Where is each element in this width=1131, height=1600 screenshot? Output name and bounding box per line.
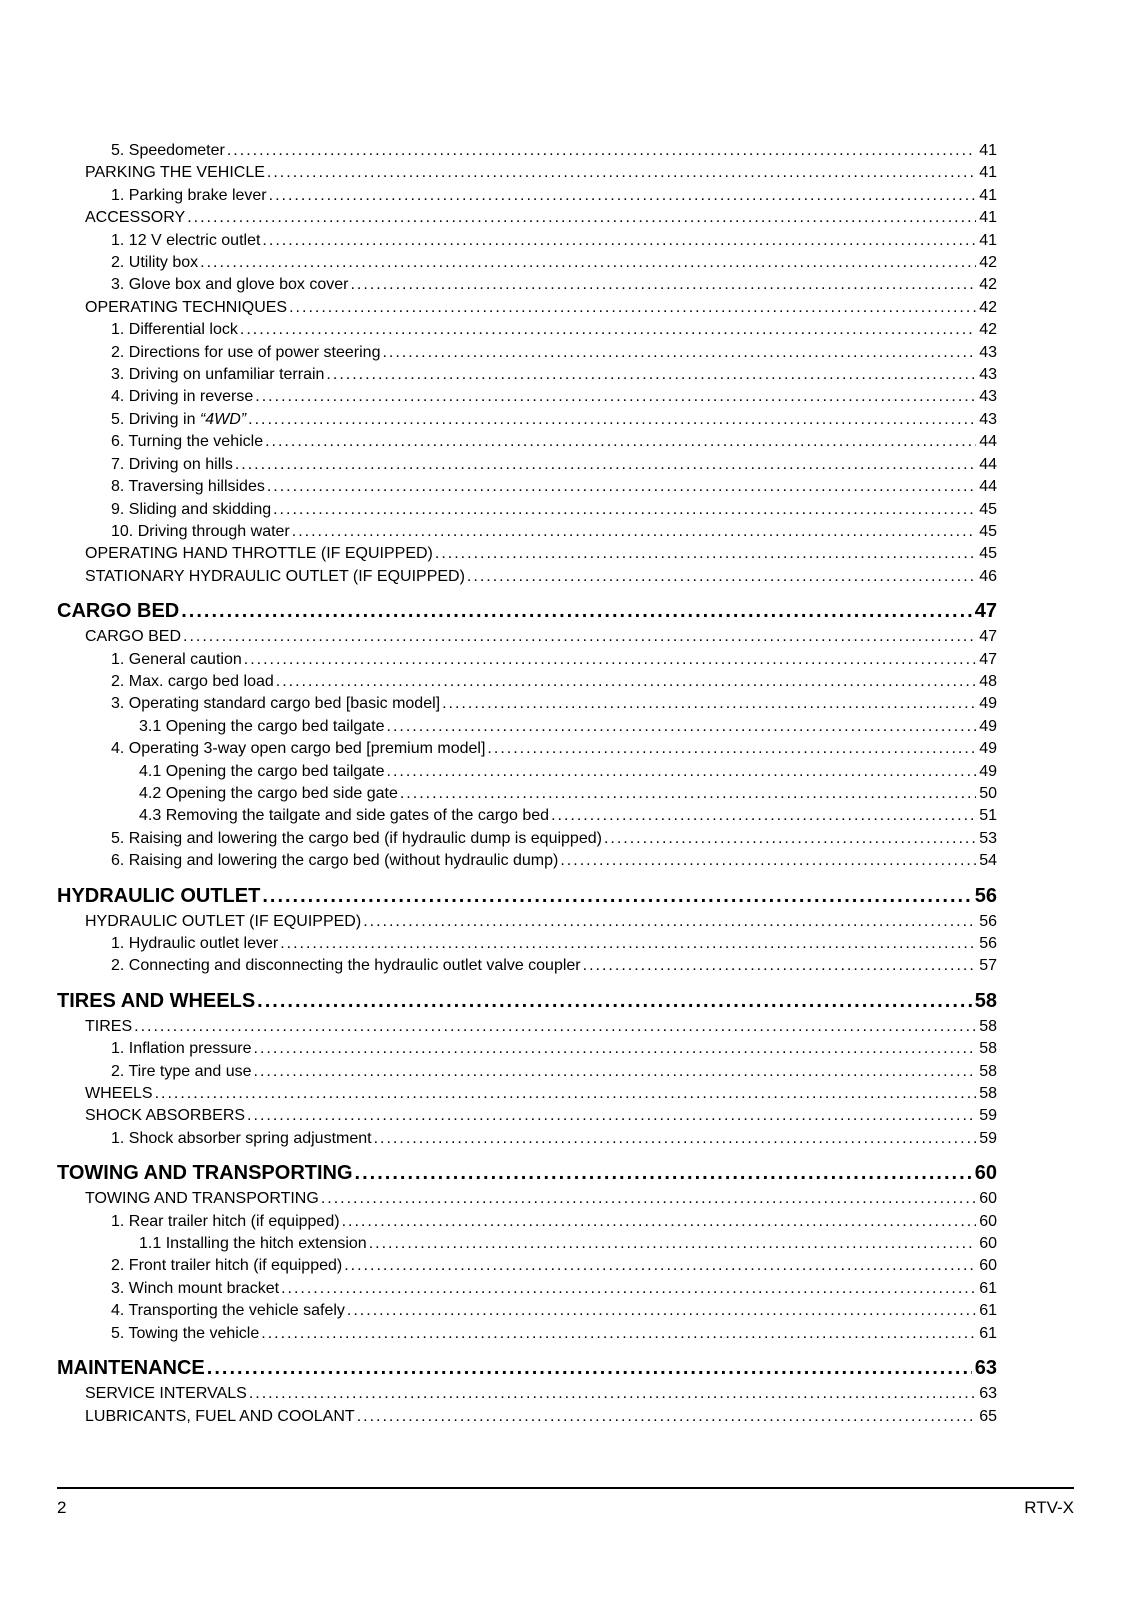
- toc-entry-title: TOWING AND TRANSPORTING: [57, 1162, 353, 1185]
- dot-leader: [255, 386, 976, 408]
- toc-entry[interactable]: [111, 499, 997, 521]
- toc-entry-page: 60: [979, 1212, 997, 1230]
- toc-entry[interactable]: [111, 230, 997, 252]
- dot-leader: [357, 1406, 977, 1428]
- dot-leader: [181, 598, 972, 625]
- toc-entry-page: 59: [979, 1107, 997, 1125]
- toc-entry-title: 4.3 Removing the tailgate and side gates of the cargo bed: [139, 807, 550, 825]
- toc-entry-page: 49: [979, 695, 997, 713]
- toc-entry-page: 65: [979, 1407, 997, 1425]
- toc-entry[interactable]: [85, 1083, 997, 1105]
- toc-entry[interactable]: [111, 1061, 997, 1083]
- dot-leader: [321, 1188, 976, 1210]
- dot-leader: [257, 988, 972, 1015]
- dot-leader: [350, 274, 976, 296]
- dot-leader: [487, 738, 976, 760]
- toc-entry-title: TIRES AND WHEELS: [57, 989, 256, 1012]
- toc-entry-page: 42: [979, 276, 997, 294]
- toc-entry-title: 4. Operating 3-way open cargo bed [premium model]: [111, 740, 486, 758]
- toc-entry-title: 3. Operating standard cargo bed [basic model]: [111, 695, 441, 713]
- toc-entry-page: 60: [979, 1235, 997, 1253]
- toc-entry-title: OPERATING HAND THROTTLE (IF EQUIPPED): [85, 545, 433, 563]
- dot-leader: [281, 1278, 976, 1300]
- toc-entry-title: 2. Directions for use of power steering: [111, 343, 381, 361]
- toc-entry-title: WHEELS: [85, 1085, 153, 1103]
- dot-leader: [155, 1083, 977, 1105]
- dot-leader: [374, 1128, 977, 1150]
- dot-leader: [387, 716, 977, 738]
- toc-entry-title: 2. Tire type and use: [111, 1062, 252, 1080]
- toc-entry-page: 43: [979, 366, 997, 384]
- dot-leader: [227, 140, 976, 162]
- footer-page-number: 2: [57, 1498, 67, 1517]
- dot-leader: [400, 783, 976, 805]
- toc-entry-page: 46: [979, 567, 997, 585]
- toc-entry[interactable]: [111, 850, 997, 872]
- toc-entry-title: CARGO BED: [85, 628, 182, 646]
- toc-entry[interactable]: [139, 1233, 997, 1255]
- toc-entry-title: 6. Raising and lowering the cargo bed (without hydraulic dump): [111, 852, 559, 870]
- toc-entry-title: 8. Traversing hillsides: [111, 478, 265, 496]
- dot-leader: [344, 1255, 976, 1277]
- dot-leader: [382, 342, 976, 364]
- toc-entry-title: 4.1 Opening the cargo bed tailgate: [139, 762, 385, 780]
- toc-entry-page: 61: [979, 1302, 997, 1320]
- toc-entry-page: 56: [974, 884, 997, 907]
- toc-entry-title: 1. Rear trailer hitch (if equipped): [111, 1212, 340, 1230]
- toc-entry-page: 41: [979, 209, 997, 227]
- toc-entry[interactable]: [111, 521, 997, 543]
- toc-entry-title: 4. Driving in reverse: [111, 388, 254, 406]
- dot-leader: [289, 297, 976, 319]
- toc-entry[interactable]: [57, 883, 997, 910]
- toc-entry-page: 41: [979, 231, 997, 249]
- toc-entry-page: 42: [979, 321, 997, 339]
- toc-entry-page: 56: [979, 935, 997, 952]
- dot-leader: [347, 1300, 976, 1322]
- toc-entry-page: 58: [979, 1085, 997, 1103]
- toc-entry-page: 50: [979, 784, 997, 802]
- toc-entry-title: 1. Differential lock: [111, 321, 238, 339]
- toc-entry[interactable]: [111, 185, 997, 207]
- toc-entry[interactable]: [139, 761, 997, 783]
- toc-entry[interactable]: [111, 933, 997, 955]
- toc-entry-title: 3. Glove box and glove box cover: [111, 276, 349, 294]
- toc-entry-title: 2. Max. cargo bed load: [111, 672, 274, 690]
- toc-entry-title: LUBRICANTS, FUEL AND COOLANT: [85, 1407, 355, 1425]
- toc-entry-page: 48: [979, 672, 997, 690]
- dot-leader: [262, 230, 976, 252]
- dot-leader: [207, 1355, 972, 1382]
- toc-entry-page: 42: [979, 254, 997, 272]
- dot-leader: [276, 671, 976, 693]
- page-footer: [57, 1487, 1074, 1518]
- toc-entry[interactable]: [111, 1128, 997, 1150]
- toc-entry-title: MAINTENANCE: [57, 1357, 205, 1380]
- dot-leader: [183, 626, 976, 648]
- toc-entry-page: 43: [979, 388, 997, 406]
- toc-entry[interactable]: [111, 671, 997, 693]
- dot-leader: [269, 185, 977, 207]
- toc-entry-title: OPERATING TECHNIQUES: [85, 298, 288, 316]
- dot-leader: [254, 1038, 977, 1060]
- toc-entry[interactable]: [139, 783, 997, 805]
- toc-entry-page: 41: [979, 164, 997, 182]
- toc-entry[interactable]: [85, 1383, 997, 1405]
- toc-entry-page: 45: [979, 522, 997, 540]
- toc-entry-title: 4.2 Opening the cargo bed side gate: [139, 784, 398, 802]
- dot-leader: [551, 805, 976, 827]
- dot-leader: [326, 364, 976, 386]
- toc-entry[interactable]: [111, 319, 997, 341]
- toc-entry-title: TIRES: [85, 1017, 133, 1035]
- toc-entry-page: 41: [979, 186, 997, 204]
- toc-entry-title: SHOCK ABSORBERS: [85, 1107, 246, 1125]
- toc-entry[interactable]: [85, 207, 997, 229]
- toc-entry[interactable]: [57, 598, 997, 625]
- toc-entry-page: 45: [979, 500, 997, 518]
- toc-entry[interactable]: [85, 1016, 997, 1038]
- toc-entry[interactable]: [57, 1160, 997, 1187]
- toc-entry-title: 6. Turning the vehicle: [111, 433, 264, 451]
- toc-entry[interactable]: [111, 454, 997, 476]
- toc-entry-title: HYDRAULIC OUTLET: [57, 884, 261, 907]
- toc-entry-title: 1. 12 V electric outlet: [111, 231, 261, 249]
- toc-entry-title: SERVICE INTERVALS: [85, 1385, 247, 1403]
- toc-entry-page: 60: [979, 1257, 997, 1275]
- toc-entry-page: 60: [979, 1190, 997, 1208]
- table-of-contents: [57, 140, 997, 1428]
- toc-entry-title: 2. Connecting and disconnecting the hydraulic outlet valve coupler: [111, 957, 581, 975]
- toc-entry[interactable]: [111, 364, 997, 386]
- toc-entry-page: 58: [979, 1062, 997, 1080]
- toc-entry-page: 47: [979, 628, 997, 646]
- dot-leader: [248, 409, 976, 431]
- dot-leader: [442, 693, 976, 715]
- toc-entry[interactable]: [57, 1355, 997, 1382]
- toc-entry[interactable]: [139, 716, 997, 738]
- dot-leader: [240, 319, 976, 341]
- toc-entry-title: CARGO BED: [57, 600, 180, 623]
- dot-leader: [187, 207, 976, 229]
- toc-entry[interactable]: [85, 1406, 997, 1428]
- toc-entry-title: TOWING AND TRANSPORTING: [85, 1190, 319, 1208]
- toc-entry[interactable]: [139, 805, 997, 827]
- toc-entry-page: 56: [979, 912, 997, 930]
- toc-entry-title: 1.1 Installing the hitch extension: [139, 1235, 367, 1253]
- dot-leader: [280, 933, 976, 955]
- toc-entry[interactable]: [85, 911, 997, 933]
- toc-entry-page: 54: [979, 852, 997, 870]
- toc-entry[interactable]: [111, 431, 997, 453]
- toc-entry-title: 3. Driving on unfamiliar terrain: [111, 366, 325, 384]
- toc-entry-title: 3.1 Opening the cargo bed tailgate: [139, 717, 385, 735]
- toc-entry[interactable]: [111, 252, 997, 274]
- dot-leader: [435, 543, 976, 565]
- dot-leader: [355, 1160, 972, 1187]
- toc-entry[interactable]: [111, 649, 997, 671]
- toc-entry[interactable]: [111, 828, 997, 850]
- toc-entry[interactable]: [111, 386, 997, 408]
- toc-entry[interactable]: [85, 566, 997, 588]
- dot-leader: [249, 1383, 976, 1405]
- toc-entry-page: 63: [974, 1357, 997, 1380]
- toc-entry-page: 53: [979, 829, 997, 847]
- dot-leader: [583, 955, 977, 977]
- toc-entry-title: 1. Inflation pressure: [111, 1040, 252, 1058]
- toc-entry[interactable]: [111, 1278, 997, 1300]
- toc-entry[interactable]: [111, 274, 997, 296]
- toc-entry[interactable]: [85, 162, 997, 184]
- dot-leader: [235, 454, 976, 476]
- dot-leader: [292, 521, 976, 543]
- toc-entry-page: 61: [979, 1279, 997, 1297]
- toc-entry-page: 49: [979, 717, 997, 735]
- toc-entry-page: 44: [979, 478, 997, 496]
- toc-entry-title: HYDRAULIC OUTLET (IF EQUIPPED): [85, 912, 362, 930]
- toc-entry-title: 2. Front trailer hitch (if equipped): [111, 1257, 343, 1275]
- toc-entry[interactable]: [111, 738, 997, 760]
- dot-leader: [244, 649, 976, 671]
- toc-entry[interactable]: [111, 955, 997, 977]
- toc-entry[interactable]: [111, 140, 997, 162]
- toc-entry-page: 59: [979, 1129, 997, 1147]
- toc-entry-page: 43: [979, 410, 997, 428]
- dot-leader: [342, 1211, 977, 1233]
- toc-entry-title: 2. Utility box: [111, 254, 199, 272]
- toc-entry-page: 41: [979, 142, 997, 159]
- dot-leader: [363, 911, 976, 933]
- toc-entry[interactable]: [85, 1105, 997, 1127]
- toc-entry[interactable]: [111, 1211, 997, 1233]
- toc-entry[interactable]: [111, 409, 997, 431]
- toc-entry[interactable]: [85, 1188, 997, 1210]
- toc-entry-title: 1. General caution: [111, 650, 242, 668]
- toc-entry-page: 42: [979, 298, 997, 316]
- toc-entry-title: 3. Winch mount bracket: [111, 1279, 280, 1297]
- toc-entry-title: 4. Transporting the vehicle safely: [111, 1302, 345, 1320]
- toc-entry-title: 5. Speedometer: [111, 142, 225, 159]
- footer-doc-code: RTV-X: [1024, 1498, 1074, 1517]
- toc-entry-page: 63: [979, 1385, 997, 1403]
- toc-entry-page: 45: [979, 545, 997, 563]
- toc-entry[interactable]: [111, 1038, 997, 1060]
- toc-entry-title: 5. Driving in “4WD”: [111, 410, 247, 428]
- toc-entry-title: PARKING THE VEHICLE: [85, 164, 265, 182]
- toc-entry-page: 47: [979, 650, 997, 668]
- toc-entry[interactable]: [111, 693, 997, 715]
- dot-leader: [560, 850, 976, 872]
- toc-entry[interactable]: [85, 543, 997, 565]
- dot-leader: [262, 883, 971, 910]
- dot-leader: [267, 476, 976, 498]
- dot-leader: [134, 1016, 976, 1038]
- dot-leader: [254, 1061, 977, 1083]
- toc-entry-title: STATIONARY HYDRAULIC OUTLET (IF EQUIPPED): [85, 567, 465, 585]
- toc-entry[interactable]: [85, 297, 997, 319]
- toc-entry-page: 49: [979, 740, 997, 758]
- toc-entry-page: 49: [979, 762, 997, 780]
- dot-leader: [265, 431, 976, 453]
- toc-entry-title: 5. Towing the vehicle: [111, 1324, 260, 1342]
- toc-entry-title: 10. Driving through water: [111, 522, 290, 540]
- toc-entry[interactable]: [111, 1323, 997, 1345]
- toc-entry-title: 1. Hydraulic outlet lever: [111, 935, 279, 952]
- toc-entry-title: ACCESSORY: [85, 209, 186, 227]
- toc-entry-page: 44: [979, 433, 997, 451]
- toc-entry[interactable]: [85, 626, 997, 648]
- dot-leader: [267, 162, 976, 184]
- dot-leader: [273, 499, 976, 521]
- toc-entry[interactable]: [57, 988, 997, 1015]
- toc-entry-page: 51: [979, 807, 997, 825]
- toc-entry-page: 43: [979, 343, 997, 361]
- toc-entry[interactable]: [111, 342, 997, 364]
- dot-leader: [604, 828, 976, 850]
- toc-entry[interactable]: [111, 476, 997, 498]
- toc-entry-page: 58: [979, 1040, 997, 1058]
- toc-entry-page: 57: [979, 957, 997, 975]
- toc-entry-page: 58: [974, 989, 997, 1012]
- toc-entry-title: 7. Driving on hills: [111, 455, 233, 473]
- dot-leader: [247, 1105, 976, 1127]
- toc-entry-page: 47: [974, 600, 997, 623]
- dot-leader: [387, 761, 977, 783]
- toc-entry[interactable]: [111, 1300, 997, 1322]
- dot-leader: [200, 252, 976, 274]
- toc-entry-page: 60: [974, 1162, 997, 1185]
- toc-entry-page: 58: [979, 1017, 997, 1035]
- toc-entry-title: 9. Sliding and skidding: [111, 500, 272, 518]
- toc-entry-title: 1. Shock absorber spring adjustment: [111, 1129, 372, 1147]
- dot-leader: [467, 566, 976, 588]
- dot-leader: [369, 1233, 977, 1255]
- dot-leader: [261, 1323, 976, 1345]
- toc-entry-title: 1. Parking brake lever: [111, 186, 267, 204]
- toc-entry-page: 44: [979, 455, 997, 473]
- toc-entry[interactable]: [111, 1255, 997, 1277]
- toc-entry-title: 5. Raising and lowering the cargo bed (if hydraulic dump is equipped): [111, 829, 602, 847]
- toc-entry-page: 61: [979, 1324, 997, 1342]
